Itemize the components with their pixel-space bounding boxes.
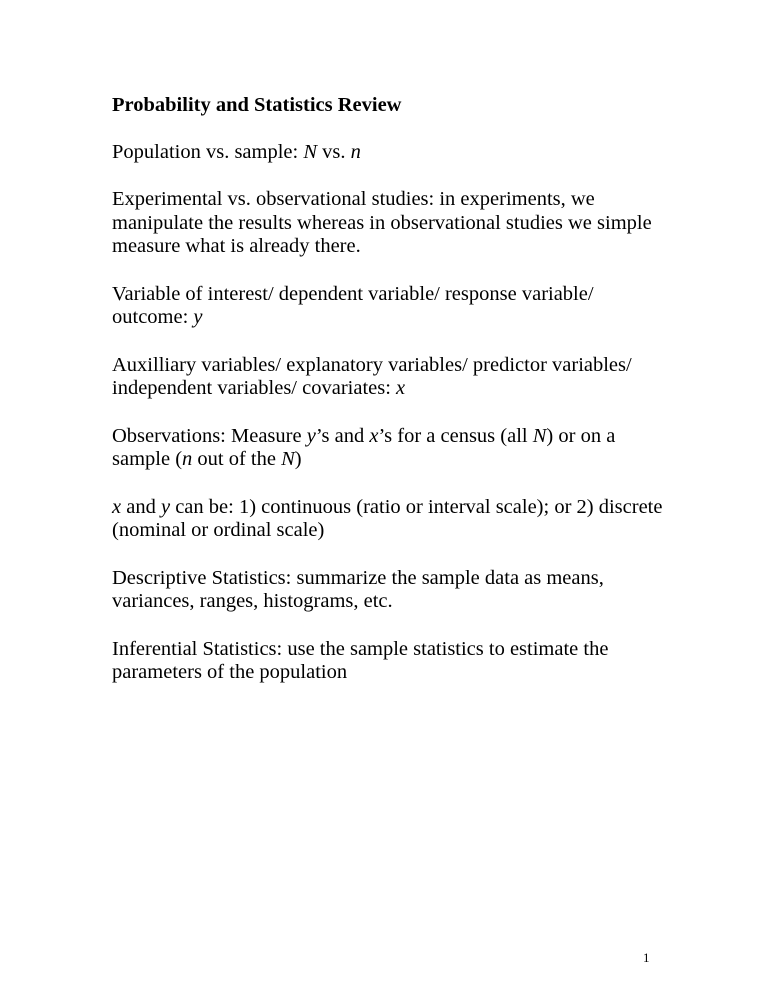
paragraph-observations bbox=[112, 425, 672, 472]
math-variable: x bbox=[396, 377, 406, 399]
math-variable: y bbox=[193, 306, 203, 328]
paragraph-descriptive bbox=[112, 567, 672, 614]
paragraph-text: ) or on a sample ( bbox=[112, 424, 616, 470]
math-variable: y bbox=[306, 424, 316, 447]
paragraph-text: Experimental vs. observational studies: in experiments, we manipulate the results whereas in observational studies we simple measure what is already there. bbox=[112, 188, 652, 257]
paragraph-text: ) bbox=[294, 448, 302, 470]
math-variable: n bbox=[182, 448, 193, 470]
paragraph-text: vs. bbox=[317, 140, 351, 163]
math-variable: N bbox=[532, 424, 547, 447]
paragraph-auxiliary bbox=[112, 354, 672, 401]
paragraph-text: can be: 1) continuous (ratio or interval scale); or 2) discrete (nominal or ordinal scale) bbox=[112, 495, 663, 541]
paragraph-text: Population vs. sample: bbox=[112, 140, 304, 163]
paragraph-text: and bbox=[121, 495, 161, 518]
paragraph-types bbox=[112, 496, 672, 543]
math-variable: x bbox=[369, 424, 379, 447]
paragraph-studies bbox=[112, 188, 672, 259]
paragraph-text: ’s and bbox=[315, 424, 370, 447]
paragraph-interest bbox=[112, 283, 672, 330]
math-variable: N bbox=[281, 448, 295, 470]
page-number: 1 bbox=[643, 950, 650, 965]
document-body bbox=[112, 94, 672, 709]
paragraph-text: out of the bbox=[192, 448, 282, 470]
math-variable: x bbox=[112, 495, 122, 518]
math-variable: N bbox=[303, 140, 318, 163]
paragraph-text: Variable of interest/ dependent variable/ response variable/ outcome: bbox=[112, 282, 594, 328]
paragraph-text: Observations: Measure bbox=[112, 424, 307, 447]
paragraph-text: Inferential Statistics: use the sample statistics to estimate the parameters of the population bbox=[112, 637, 609, 683]
paragraph-inferential bbox=[112, 638, 672, 685]
paragraph-population bbox=[112, 141, 672, 165]
paragraph-list bbox=[112, 141, 672, 685]
paragraph-text: Auxilliary variables/ explanatory variables/ predictor variables/ independent variables/ covariates: bbox=[112, 353, 632, 399]
document-title: Probability and Statistics Review bbox=[112, 94, 402, 116]
paragraph-text: ’s for a census (all bbox=[378, 424, 533, 447]
paragraph-text: Descriptive Statistics: summarize the sample data as means, variances, ranges, histograms, etc. bbox=[112, 566, 604, 612]
math-variable: y bbox=[160, 495, 171, 518]
math-variable: n bbox=[350, 140, 361, 163]
